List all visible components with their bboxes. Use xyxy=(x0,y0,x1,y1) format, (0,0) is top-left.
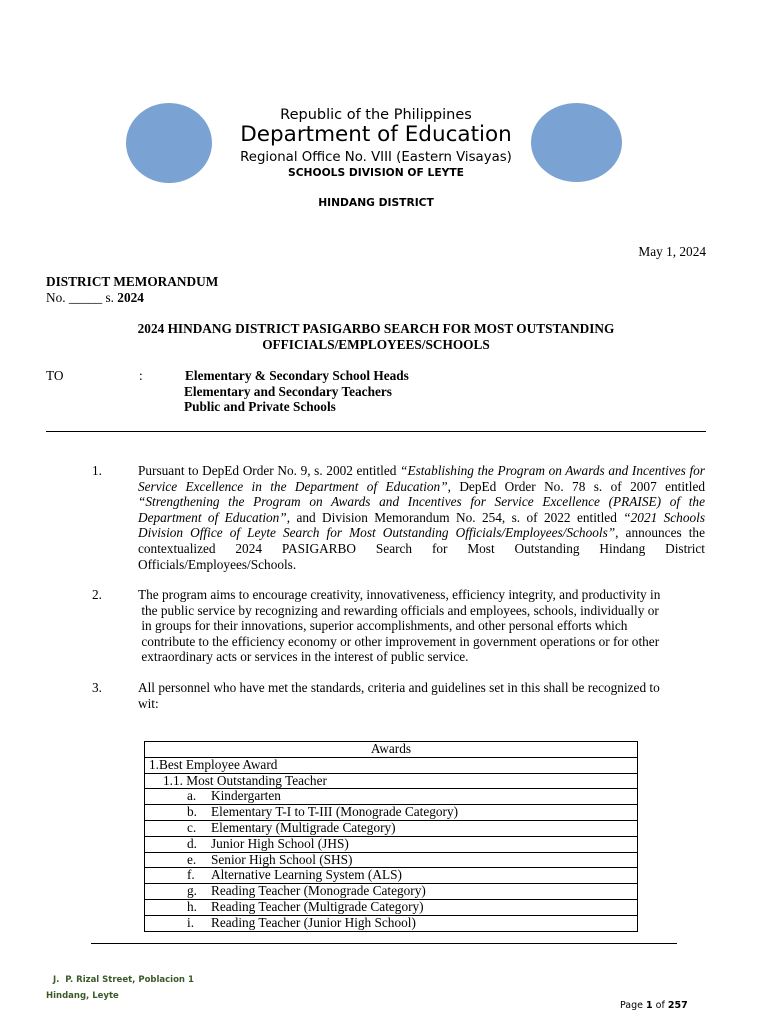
memo-title-line1: 2024 HINDANG DISTRICT PASIGARBO SEARCH FOR MOST OUTSTANDING xyxy=(137,321,615,336)
para-3 xyxy=(138,680,728,711)
para-1-text-1: Pursuant to DepEd Order No. 9, s. 2002 entitled xyxy=(138,463,401,478)
header-republic: Republic of the Philippines xyxy=(280,107,472,123)
item-letter: a. xyxy=(187,788,197,804)
to-recipient-1: Elementary & Secondary School Heads xyxy=(185,368,409,383)
item-text: Kindergarten xyxy=(211,788,281,804)
para-2-line: The program aims to encourage creativity, innovativeness, efficiency integrity, and productivity in xyxy=(138,587,661,602)
table-row xyxy=(145,852,638,868)
item-text: Junior High School (JHS) xyxy=(211,835,349,851)
memo-title-line2: OFFICIALS/EMPLOYEES/SCHOOLS xyxy=(262,337,490,352)
table-row xyxy=(145,789,638,805)
table-row xyxy=(145,820,638,836)
para-3-line: wit: xyxy=(138,695,159,711)
memo-number-prefix: No. _____ s. xyxy=(46,290,118,305)
item-letter: g. xyxy=(187,883,197,899)
footer-address-1: J. P. Rizal Street, Poblacion 1 xyxy=(53,975,194,985)
page-current: 1 xyxy=(646,1000,653,1011)
item-text: Reading Teacher (Multigrade Category) xyxy=(211,898,424,914)
item-letter: f. xyxy=(187,867,195,883)
awards-subsection: 1.1. Most Outstanding Teacher xyxy=(145,773,638,789)
para-1-title-2: “Strengthening the Program on Awards and Incentives for Service Excellence (PRAISE) of the Department of Education” xyxy=(138,494,705,525)
para-1-text-4: , announces the contextualized 2024 PASIGARBO Search for Most Outstanding Hindang District Officials/Employees/Schools. xyxy=(138,525,705,572)
item-text: Reading Teacher (Junior High School) xyxy=(211,914,416,930)
page-of: of xyxy=(652,1000,668,1011)
para-1-title-1: “Establishing the Program on Awards and Incentives for Service Excellence in the Department of Education” xyxy=(138,463,705,494)
item-letter: i. xyxy=(187,914,195,930)
item-text: Elementary (Multigrade Category) xyxy=(211,819,396,835)
memo-date: May 1, 2024 xyxy=(638,244,706,259)
table-row xyxy=(145,742,638,758)
memo-type: DISTRICT MEMORANDUM xyxy=(46,274,219,289)
awards-table xyxy=(144,741,638,932)
table-row xyxy=(145,805,638,821)
to-recipient-3: Public and Private Schools xyxy=(184,399,336,414)
memo-number xyxy=(46,290,144,306)
table-row xyxy=(145,868,638,884)
para-2-line: in groups for their innovations, superior accomplishments, and other personal efforts which xyxy=(138,618,628,634)
item-letter: h. xyxy=(187,898,197,914)
table-row xyxy=(145,884,638,900)
item-text: Elementary T-I to T-III (Monograde Category) xyxy=(211,804,459,820)
item-letter: e. xyxy=(187,851,197,867)
para-3-number: 3. xyxy=(92,680,102,695)
page-total: 257 xyxy=(667,1000,688,1011)
para-1-text-3: , and Division Memorandum No. 254, s. of 2022 entitled xyxy=(286,509,624,525)
header-division: SCHOOLS DIVISION OF LEYTE xyxy=(288,166,464,179)
para-1-text-2: , DepEd Order No. 78 s. of 2007 entitled xyxy=(447,478,705,494)
to-colon: : xyxy=(139,368,143,383)
table-row xyxy=(145,836,638,852)
table-row xyxy=(145,899,638,915)
memo-year: 2024 xyxy=(117,290,144,305)
item-letter: c. xyxy=(187,819,197,835)
item-letter: b. xyxy=(187,804,197,820)
to-recipient-2: Elementary and Secondary Teachers xyxy=(184,384,392,399)
table-row xyxy=(145,915,638,931)
item-text: Reading Teacher (Monograde Category) xyxy=(211,883,426,899)
to-label: TO xyxy=(46,368,64,383)
table-row xyxy=(145,757,638,773)
footer-address-2: Hindang, Leyte xyxy=(46,991,119,1001)
para-2-line: contribute to the efficiency economy or other improvement in government operations or for other xyxy=(138,633,660,649)
page-counter xyxy=(620,1000,688,1011)
header-department: Department of Education xyxy=(240,122,512,147)
para-2-line: extraordinary acts or services in the interest of public service. xyxy=(138,649,469,665)
divider-top xyxy=(46,431,706,432)
awards-header: Awards xyxy=(145,742,638,758)
item-text: Alternative Learning System (ALS) xyxy=(211,867,402,883)
para-2-number: 2. xyxy=(92,587,102,602)
item-letter: d. xyxy=(187,835,197,851)
para-3-line: All personnel who have met the standards, criteria and guidelines set in this shall be recognized to xyxy=(138,680,660,695)
divider-footer xyxy=(91,943,677,944)
page-prefix: Page xyxy=(620,1000,647,1011)
table-row xyxy=(145,773,638,789)
para-1 xyxy=(138,463,705,572)
para-2-line: the public service by recognizing and rewarding officials and employees, schools, individually or xyxy=(138,602,659,618)
header-region: Regional Office No. VIII (Eastern Visayas) xyxy=(240,150,512,165)
item-text: Senior High School (SHS) xyxy=(211,851,353,867)
para-1-number: 1. xyxy=(92,463,102,478)
para-1-title-3: “2021 Schools Division Office of Leyte Search for Most Outstanding Officials/Employees/Schools” xyxy=(138,509,706,541)
para-2 xyxy=(138,587,728,665)
header-district: HINDANG DISTRICT xyxy=(318,196,434,209)
awards-section: 1.Best Employee Award xyxy=(145,757,638,773)
